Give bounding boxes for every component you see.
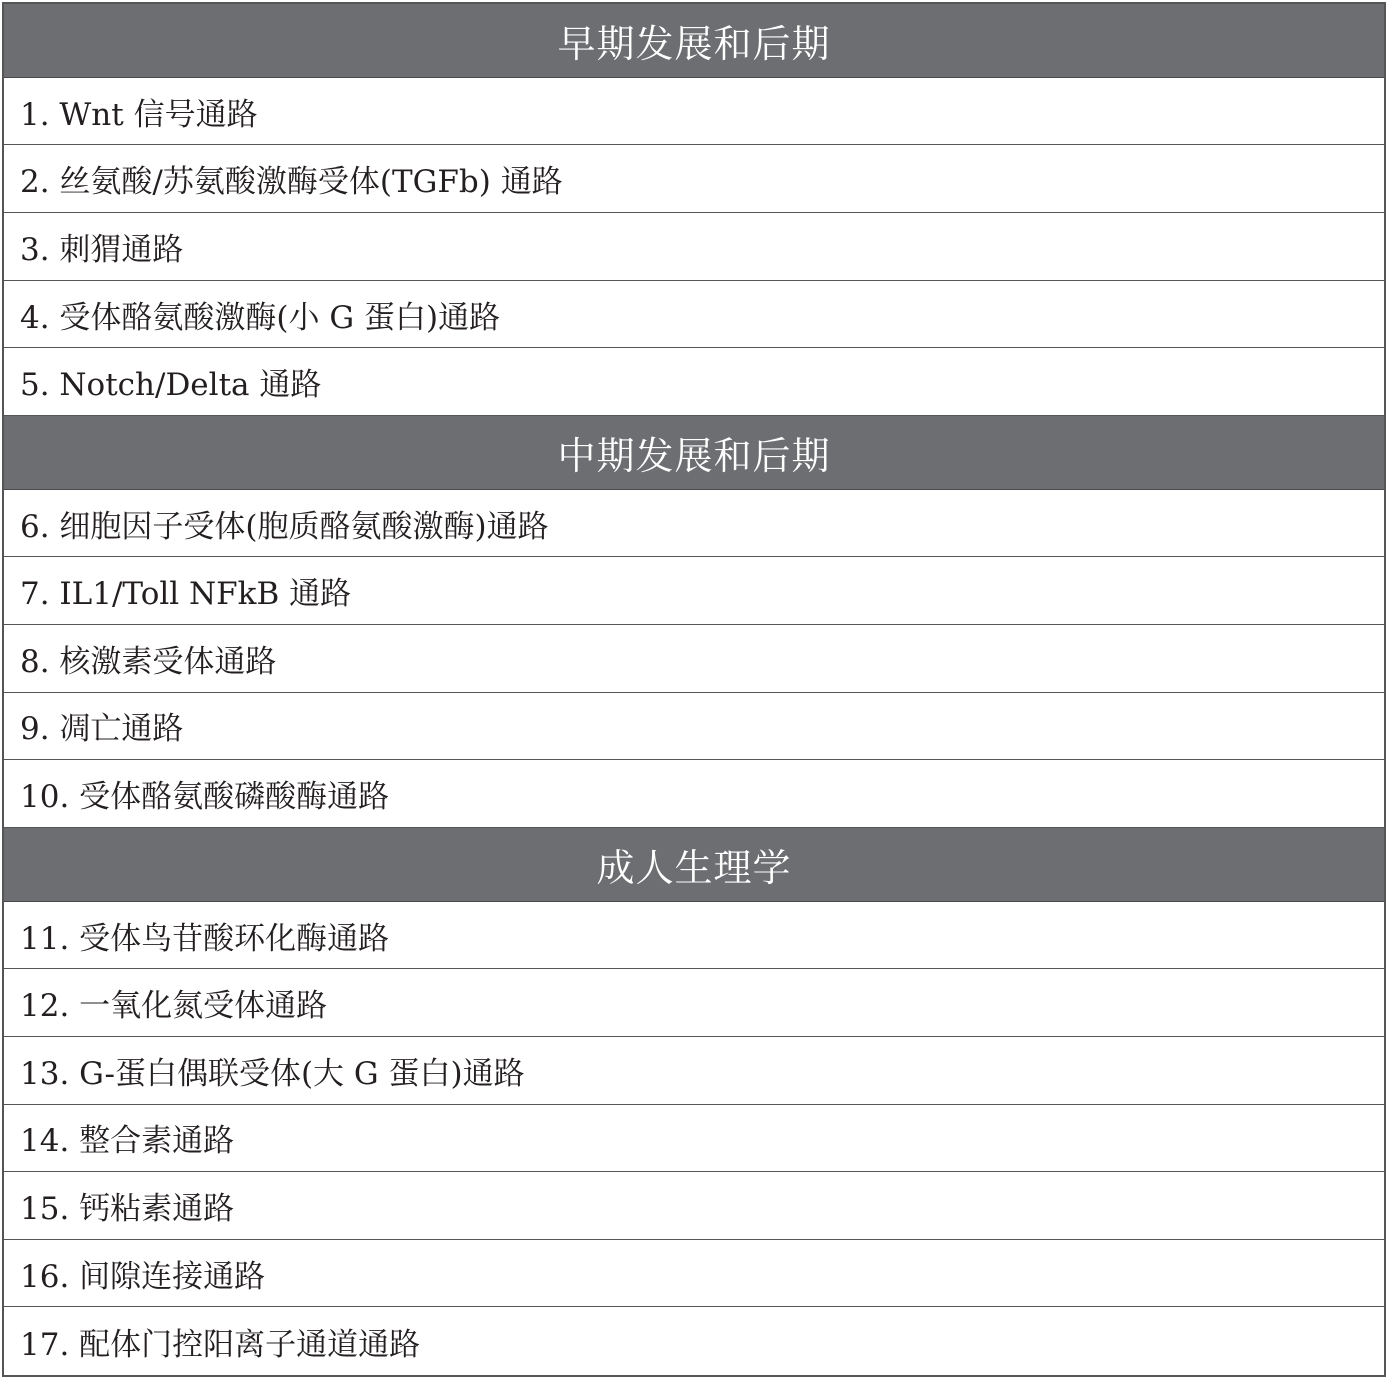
table-row: 7. IL1/Toll NFkB 通路 bbox=[4, 557, 1384, 625]
table-row: 17. 配体门控阳离子通道通路 bbox=[20, 1326, 421, 1363]
section-header-adult: 成人生理学 bbox=[4, 828, 1384, 902]
section-header-early: 早期发展和后期 bbox=[4, 4, 1384, 78]
table-row: 1. Wnt 信号通路 bbox=[4, 78, 1384, 146]
table-row: 6. 细胞因子受体(胞质酪氨酸激酶)通路 bbox=[4, 490, 1384, 558]
table-row: 5. Notch/Delta 通路 bbox=[4, 348, 1384, 416]
table-row: 9. 凋亡通路 bbox=[4, 693, 1384, 761]
table-row: 12. 一氧化氮受体通路 bbox=[4, 969, 1384, 1037]
table-row: 13. G-蛋白偶联受体(大 G 蛋白)通路 bbox=[4, 1037, 1384, 1105]
table-row: 8. 核激素受体通路 bbox=[4, 625, 1384, 693]
table-row: 16. 间隙连接通路 bbox=[4, 1240, 1384, 1308]
table-row: 15. 钙粘素通路 bbox=[4, 1172, 1384, 1240]
table-row: 3. 刺猬通路 bbox=[4, 213, 1384, 281]
section-header-mid: 中期发展和后期 bbox=[4, 416, 1384, 490]
table-row: 2. 丝氨酸/苏氨酸激酶受体(TGFb) 通路 bbox=[4, 145, 1384, 213]
table-row: 14. 整合素通路 bbox=[4, 1105, 1384, 1173]
table-row: 10. 受体酪氨酸磷酸酶通路 bbox=[4, 760, 1384, 828]
table-row: 4. 受体酪氨酸激酶(小 G 蛋白)通路 bbox=[4, 281, 1384, 349]
pathway-table bbox=[2, 2, 1386, 1377]
table-row: 11. 受体鸟苷酸环化酶通路 bbox=[4, 902, 1384, 970]
